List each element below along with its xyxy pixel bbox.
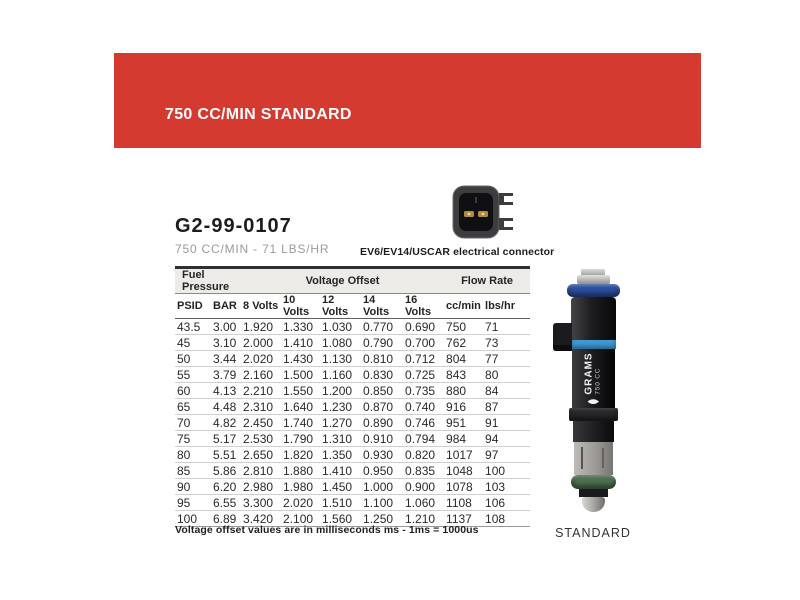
injector-lower-body — [573, 421, 614, 442]
table-cell: 1.980 — [283, 479, 314, 494]
injector-brand-block — [584, 352, 602, 405]
ev6-uscar-connector-icon — [452, 184, 514, 240]
table-cell: 880 — [446, 383, 467, 398]
table-cell: 85 — [177, 463, 191, 478]
product-code: G2-99-0107 — [175, 215, 292, 237]
table-cell: 77 — [485, 351, 499, 366]
table-cell: 0.735 — [405, 383, 436, 398]
table-cell: 1.430 — [283, 351, 314, 366]
table-cell: 1.450 — [322, 479, 353, 494]
table-cell: 3.10 — [213, 335, 237, 350]
connector-label: EV6/EV14/USCAR electrical connector — [360, 246, 555, 258]
table-column-header: 14 Volts — [363, 294, 390, 318]
table-cell: 0.830 — [363, 367, 394, 382]
table-cell: 3.420 — [243, 511, 274, 526]
table-row — [175, 463, 530, 479]
table-group-header: Fuel Pressure — [182, 269, 230, 293]
table-cell: 1.270 — [322, 415, 353, 430]
table-cell: 80 — [485, 367, 499, 382]
table-cell: 1.350 — [322, 447, 353, 462]
table-cell: 1.560 — [322, 511, 353, 526]
table-cell: 71 — [485, 319, 499, 334]
table-cell: 6.89 — [213, 511, 237, 526]
table-cell: 0.900 — [405, 479, 436, 494]
injector-flow-label: 750 CC — [594, 367, 602, 395]
table-cell: 0.740 — [405, 399, 436, 414]
table-cell: 45 — [177, 335, 191, 350]
table-cell: 1108 — [446, 495, 472, 510]
table-cell: 804 — [446, 351, 467, 366]
table-cell: 73 — [485, 335, 499, 350]
table-cell: 43.5 — [177, 319, 201, 334]
table-cell: 1.410 — [322, 463, 353, 478]
table-cell: 2.020 — [283, 495, 314, 510]
table-cell: 1.500 — [283, 367, 314, 382]
table-cell: 2.810 — [243, 463, 274, 478]
table-cell: 1.920 — [243, 319, 274, 334]
table-cell: 916 — [446, 399, 467, 414]
table-cell: 1.230 — [322, 399, 353, 414]
table-cell: 1.740 — [283, 415, 314, 430]
table-row — [175, 415, 530, 431]
footnote: Voltage offset values are in milliseconds ms - 1ms = 1000us — [175, 524, 479, 536]
table-cell: 5.86 — [213, 463, 237, 478]
table-body — [175, 319, 530, 527]
table-cell: 1.000 — [363, 479, 394, 494]
table-cell: 1.130 — [322, 351, 353, 366]
injector-blue-stripe — [571, 340, 616, 349]
injector-metal-section — [574, 442, 613, 475]
table-cell: 750 — [446, 319, 467, 334]
table-cell: 0.820 — [405, 447, 436, 462]
banner — [114, 53, 701, 148]
table-cell: 0.746 — [405, 415, 436, 430]
injector-brand-name: GRAMS — [583, 351, 595, 395]
table-cell: 0.690 — [405, 319, 436, 334]
table-cell: 70 — [177, 415, 191, 430]
table-cell: 94 — [485, 431, 499, 446]
table-cell: 0.725 — [405, 367, 436, 382]
table-cell: 2.000 — [243, 335, 274, 350]
table-cell: 1.640 — [283, 399, 314, 414]
table-group-header: Flow Rate — [461, 275, 514, 287]
table-cell: 1.210 — [405, 511, 436, 526]
injector-image — [553, 269, 633, 514]
table-column-header: BAR — [213, 300, 237, 312]
injector-connector-tab — [553, 323, 572, 351]
table-row — [175, 479, 530, 495]
table-cell: 1.510 — [322, 495, 353, 510]
table-group-header: Voltage Offset — [305, 275, 380, 287]
injector-inlet-cap — [577, 275, 610, 284]
table-row — [175, 383, 530, 399]
table-cell: 1137 — [446, 511, 472, 526]
table-cell: 1017 — [446, 447, 473, 462]
table-column-header-row — [175, 294, 530, 319]
table-cell: 97 — [485, 447, 499, 462]
table-cell: 84 — [485, 383, 499, 398]
table-cell: 3.00 — [213, 319, 237, 334]
table-cell: 108 — [485, 511, 506, 526]
table-cell: 762 — [446, 335, 467, 350]
table-cell: 87 — [485, 399, 499, 414]
table-cell: 55 — [177, 367, 191, 382]
injector-top-oring — [567, 284, 620, 297]
table-cell: 1.550 — [283, 383, 314, 398]
table-cell: 6.20 — [213, 479, 237, 494]
table-row — [175, 399, 530, 415]
product-subtitle: 750 CC/MIN - 71 LBS/HR — [175, 242, 330, 256]
table-cell: 0.850 — [363, 383, 394, 398]
table-cell: 75 — [177, 431, 191, 446]
table-cell: 2.650 — [243, 447, 274, 462]
table-cell: 100 — [485, 463, 506, 478]
table-cell: 90 — [177, 479, 191, 494]
table-cell: 3.79 — [213, 367, 237, 382]
table-cell: 1.790 — [283, 431, 314, 446]
table-cell: 3.300 — [243, 495, 274, 510]
injector-main-body — [572, 349, 615, 408]
table-row — [175, 431, 530, 447]
flow-table — [175, 266, 530, 527]
table-cell: 0.794 — [405, 431, 436, 446]
table-cell: 2.020 — [243, 351, 274, 366]
injector-collar — [569, 408, 618, 421]
table-cell: 0.810 — [363, 351, 394, 366]
table-row — [175, 367, 530, 383]
table-cell: 2.160 — [243, 367, 274, 382]
table-cell: 1.310 — [322, 431, 353, 446]
table-cell: 1.160 — [322, 367, 353, 382]
table-cell: 60 — [177, 383, 191, 398]
table-column-header: PSID — [177, 300, 203, 312]
table-cell: 0.870 — [363, 399, 394, 414]
table-cell: 3.44 — [213, 351, 237, 366]
table-column-header: 12 Volts — [322, 294, 349, 318]
table-cell: 1.250 — [363, 511, 394, 526]
table-cell: 91 — [485, 415, 499, 430]
injector-lower-oring — [571, 475, 616, 489]
table-column-header: lbs/hr — [485, 300, 515, 312]
table-cell: 1.060 — [405, 495, 436, 510]
injector-nozzle-tip — [582, 497, 605, 512]
table-cell: 2.450 — [243, 415, 274, 430]
table-cell: 0.712 — [405, 351, 436, 366]
table-cell: 1.200 — [322, 383, 353, 398]
table-cell: 103 — [485, 479, 506, 494]
table-cell: 1.100 — [363, 495, 394, 510]
table-cell: 1.030 — [322, 319, 353, 334]
leaf-logo-icon — [587, 395, 598, 406]
table-cell: 1048 — [446, 463, 473, 478]
table-cell: 80 — [177, 447, 191, 462]
table-cell: 1.410 — [283, 335, 314, 350]
page-title: 750 CC/MIN STANDARD — [165, 106, 352, 123]
table-cell: 0.790 — [363, 335, 394, 350]
table-cell: 2.210 — [243, 383, 274, 398]
table-cell: 50 — [177, 351, 191, 366]
table-cell: 0.890 — [363, 415, 394, 430]
table-cell: 843 — [446, 367, 467, 382]
table-cell: 95 — [177, 495, 191, 510]
injector-neck — [579, 489, 608, 497]
table-cell: 4.82 — [213, 415, 237, 430]
table-row — [175, 351, 530, 367]
table-cell: 2.310 — [243, 399, 274, 414]
table-cell: 5.51 — [213, 447, 237, 462]
table-column-header: 10 Volts — [283, 294, 310, 318]
table-cell: 0.930 — [363, 447, 394, 462]
table-cell: 65 — [177, 399, 191, 414]
table-column-header: 8 Volts — [243, 300, 279, 312]
table-cell: 100 — [177, 511, 198, 526]
table-group-header-row — [175, 268, 530, 294]
table-cell: 1.820 — [283, 447, 314, 462]
injector-upper-body — [571, 297, 616, 340]
table-cell: 4.48 — [213, 399, 237, 414]
table-cell: 0.700 — [405, 335, 436, 350]
table-cell: 1078 — [446, 479, 473, 494]
table-cell: 0.835 — [405, 463, 436, 478]
table-cell: 0.770 — [363, 319, 394, 334]
table-cell: 1.330 — [283, 319, 314, 334]
table-cell: 6.55 — [213, 495, 237, 510]
injector-caption: STANDARD — [555, 526, 631, 540]
table-cell: 2.100 — [283, 511, 314, 526]
table-cell: 1.080 — [322, 335, 353, 350]
table-cell: 0.950 — [363, 463, 394, 478]
table-row — [175, 319, 530, 335]
table-column-header: 16 Volts — [405, 294, 432, 318]
table-cell: 0.910 — [363, 431, 394, 446]
table-cell: 1.880 — [283, 463, 314, 478]
table-cell: 4.13 — [213, 383, 237, 398]
table-row — [175, 447, 530, 463]
table-cell: 984 — [446, 431, 467, 446]
table-cell: 106 — [485, 495, 506, 510]
table-cell: 951 — [446, 415, 467, 430]
table-cell: 5.17 — [213, 431, 237, 446]
table-cell: 2.530 — [243, 431, 274, 446]
table-row — [175, 495, 530, 511]
table-row — [175, 335, 530, 351]
table-column-header: cc/min — [446, 300, 481, 312]
table-cell: 2.980 — [243, 479, 274, 494]
